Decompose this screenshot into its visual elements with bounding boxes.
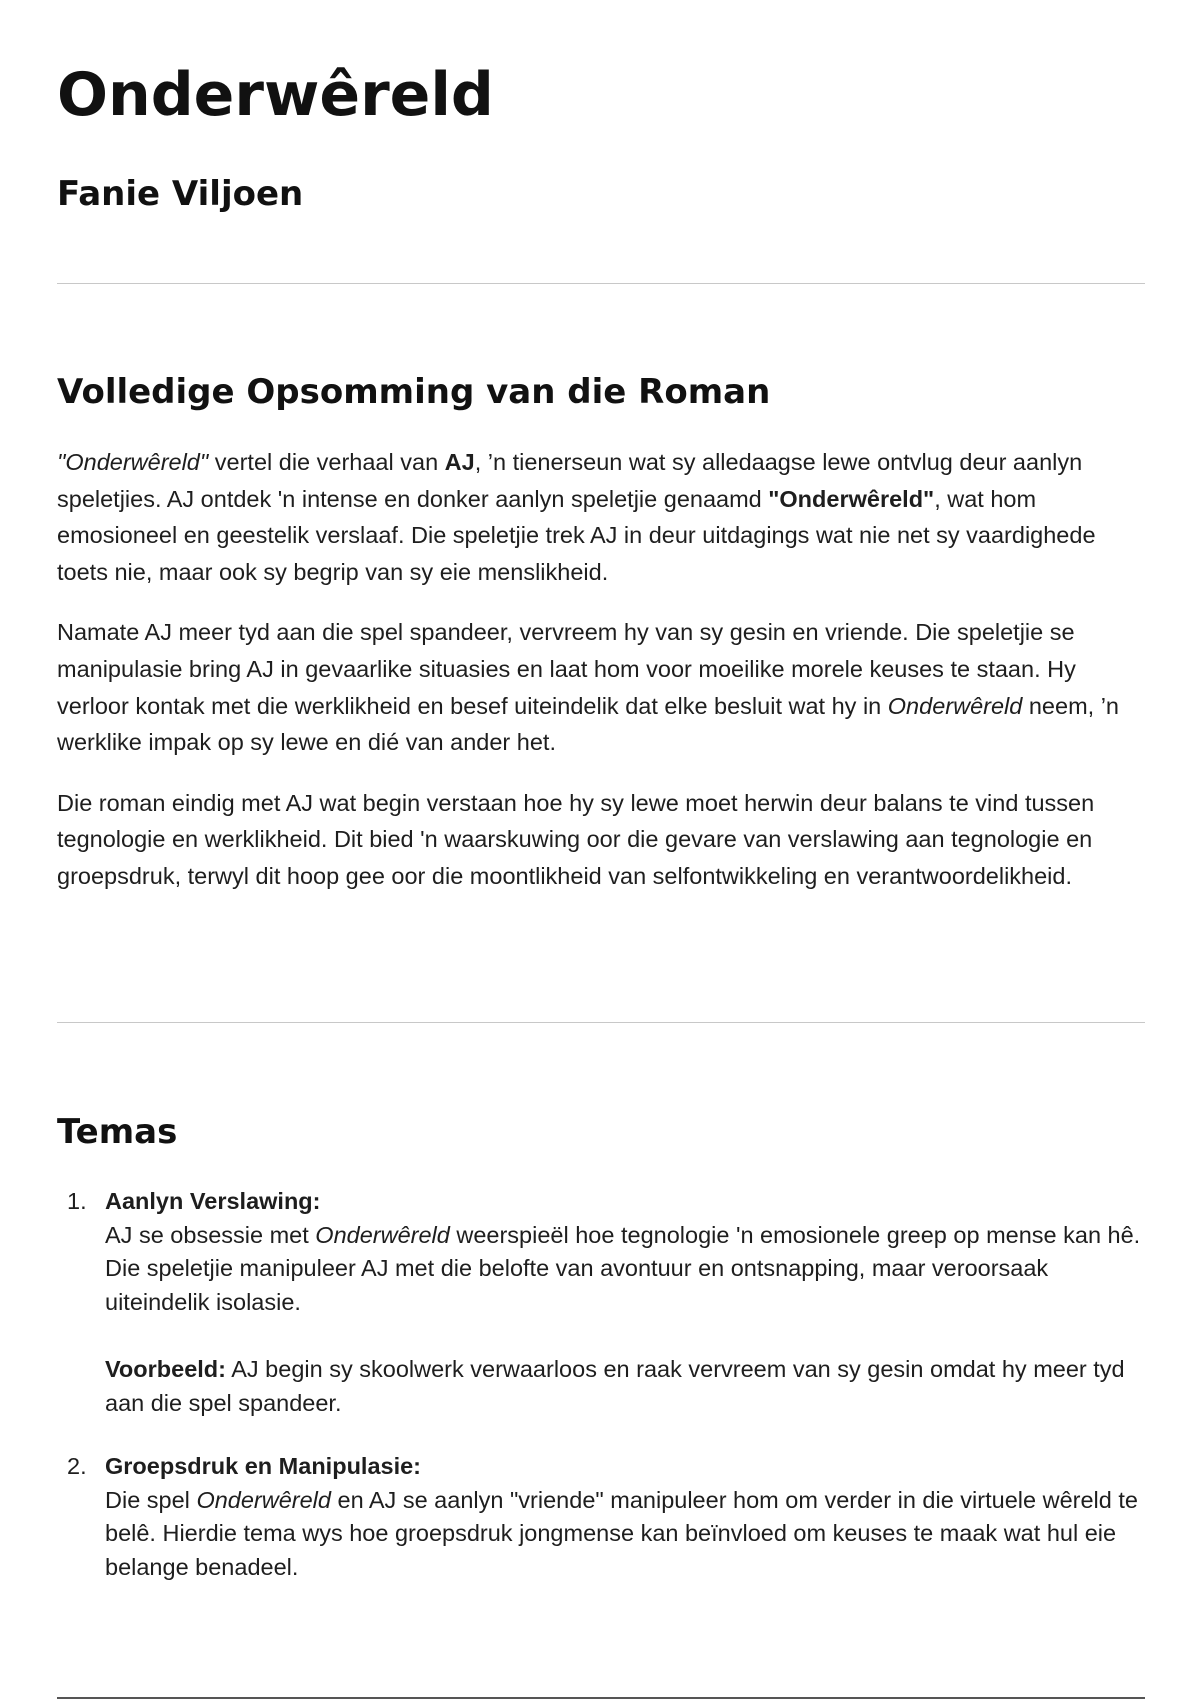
divider [57, 1022, 1145, 1023]
text-span: vertel die verhaal van [208, 449, 445, 475]
list-number: 2. [67, 1453, 87, 1479]
example-label: Voorbeeld: [105, 1356, 226, 1382]
text-span: Die spel [105, 1486, 197, 1513]
novel-title-italic: "Onderwêreld" [57, 449, 209, 475]
theme-body [105, 1484, 1145, 1585]
character-name-bold: AJ [444, 449, 475, 475]
text-span: Namate AJ meer tyd aan die spel spandeer, vervreem hy van sy gesin en vriende. Die speletjie se manipulasie bring AJ in gevaarlike situasies en laat hom voor moeilike morele keuses te staan. Hy verloor kontak met die werklikheid en besef uiteindelik dat elke besluit wat hy in [57, 619, 1076, 719]
theme-title: Aanlyn Verslawing: [105, 1188, 321, 1214]
divider [57, 283, 1145, 284]
summary-heading: Volledige Opsomming van die Roman [57, 372, 771, 412]
list-number: 1. [67, 1188, 87, 1214]
game-name-bold: "Onderwêreld" [768, 485, 935, 512]
theme-item [57, 1185, 1145, 1420]
theme-example [105, 1353, 1145, 1420]
text-span: neem, ’n werklike impak op sy lewe en dié van ander het. [57, 692, 1119, 756]
summary-paragraph-1 [57, 444, 1145, 590]
divider [57, 1697, 1145, 1699]
page-title: Onderwêreld [57, 60, 494, 130]
novel-title-italic: Onderwêreld [887, 692, 1023, 719]
theme-title: Groepsdruk en Manipulasie: [105, 1453, 422, 1479]
text-span: AJ se obsessie met [105, 1221, 316, 1248]
text-span: en AJ se aanlyn "vriende" manipuleer hom om verder in die virtuele wêreld te belê. Hierdie tema wys hoe groepsdruk jongmense kan beïnvloed om keuses te maak wat hul eie belange benadeel. [105, 1486, 1138, 1580]
themes-heading: Temas [57, 1112, 178, 1152]
novel-title-italic: Onderwêreld [315, 1221, 450, 1248]
novel-title-italic: Onderwêreld [196, 1486, 331, 1513]
text-span: , ’n tienerseun wat sy alledaagse lewe ontvlug deur aanlyn speletjies. AJ ontdek 'n intense en donker aanlyn speletjie genaamd [57, 449, 1083, 512]
themes-list [57, 1185, 1145, 1614]
summary-paragraph-3: Die roman eindig met AJ wat begin verstaan hoe hy sy lewe moet herwin deur balans te vind tussen tegnologie en werklikheid. Dit bied 'n waarskuwing oor die gevare van verslawing aan tegnologie en groepsdruk, terwyl dit hoop gee oor die moontlikheid van selfontwikkeling en verantwoordelikheid. [57, 789, 1095, 889]
text-span: weerspieël hoe tegnologie 'n emosionele greep op mense kan hê. Die speletjie manipuleer AJ met die belofte van avontuur en ontsnapping, maar veroorsaak uiteindelik isolasie. [105, 1221, 1141, 1315]
summary-section [57, 444, 1145, 919]
author-name: Fanie Viljoen [57, 174, 304, 214]
text-span: AJ begin sy skoolwerk verwaarloos en raak vervreem van sy gesin omdat hy meer tyd aan die spel spandeer. [105, 1356, 1125, 1416]
text-span: , wat hom emosioneel en geestelik verslaaf. Die speletjie trek AJ in deur uitdagings wat nie net sy vaardighede toets nie, maar ook sy begrip van sy eie menslikheid. [57, 485, 1096, 585]
theme-item [57, 1450, 1145, 1584]
theme-body [105, 1219, 1145, 1320]
summary-paragraph-2 [57, 614, 1145, 760]
